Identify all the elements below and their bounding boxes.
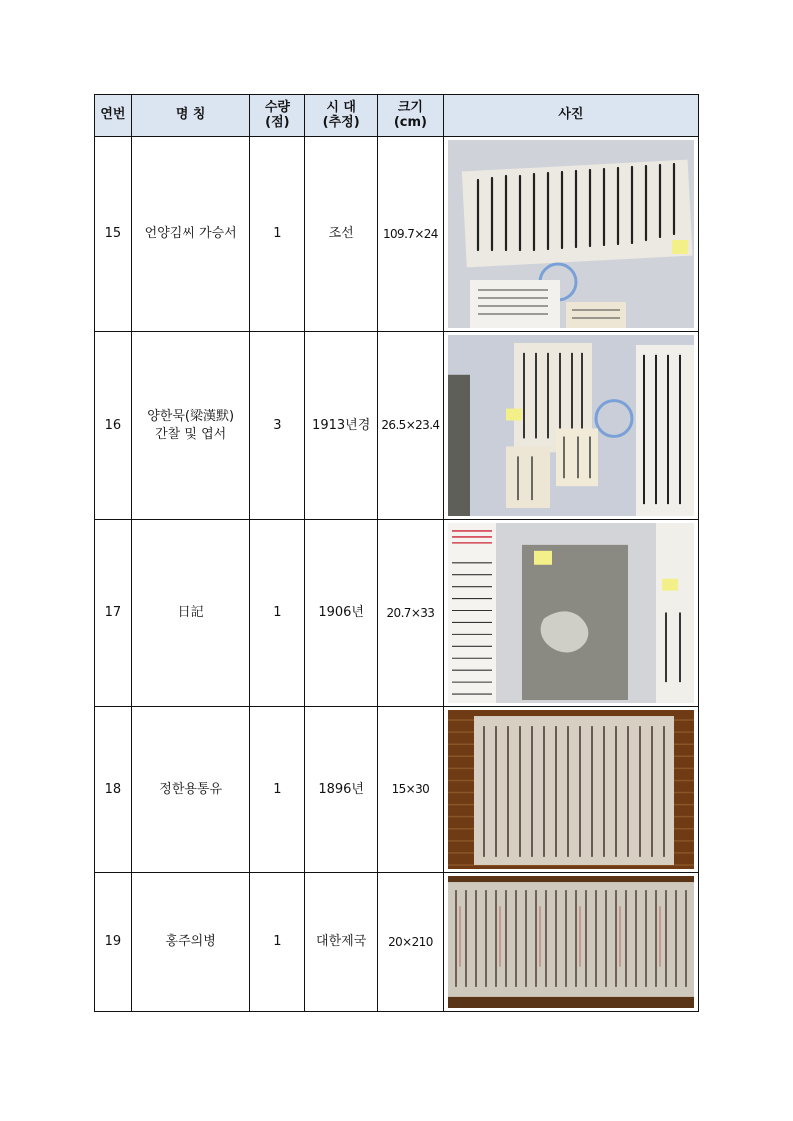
row-name: 홍주의병 bbox=[131, 873, 250, 1011]
row-era: 1913년경 bbox=[304, 332, 377, 519]
row-name: 日記 bbox=[131, 520, 250, 706]
row-size: 15×30 bbox=[377, 707, 443, 872]
row-era: 1896년 bbox=[304, 707, 377, 872]
row-era: 1906년 bbox=[304, 520, 377, 706]
row-no: 18 bbox=[104, 781, 122, 797]
proclamation-photo-icon bbox=[448, 710, 694, 869]
row-no: 17 bbox=[104, 605, 122, 621]
header-name: 명 칭 bbox=[131, 95, 250, 136]
table-row bbox=[95, 136, 698, 331]
row-qty: 1 bbox=[249, 520, 304, 706]
row-size: 20.7×33 bbox=[377, 520, 443, 706]
row-size: 26.5×23.4 bbox=[377, 332, 443, 519]
header-qty: 수량 (점) bbox=[249, 95, 304, 136]
header-photo: 사진 bbox=[443, 95, 698, 136]
row-qty: 1 bbox=[249, 707, 304, 872]
header-size: 크기 (cm) bbox=[377, 95, 443, 136]
row-name: 양한묵(梁漢默) 간찰 및 엽서 bbox=[131, 332, 250, 519]
table-row bbox=[95, 331, 698, 519]
row-no: 15 bbox=[104, 226, 122, 242]
table-header-row bbox=[95, 95, 698, 136]
row-no: 19 bbox=[104, 934, 122, 950]
table-row bbox=[95, 872, 698, 1011]
letters-photo-icon bbox=[448, 335, 694, 516]
row-qty: 3 bbox=[249, 332, 304, 519]
row-size: 20×210 bbox=[377, 873, 443, 1011]
row-size: 109.7×24 bbox=[377, 137, 443, 331]
row-name: 언양김씨 가승서 bbox=[131, 137, 250, 331]
row-era: 대한제국 bbox=[304, 873, 377, 1011]
row-era: 조선 bbox=[304, 137, 377, 331]
row-qty: 1 bbox=[249, 137, 304, 331]
scroll-photo-icon bbox=[448, 876, 694, 1008]
row-qty: 1 bbox=[249, 873, 304, 1011]
header-no: 연번 bbox=[100, 107, 126, 123]
table-row bbox=[95, 706, 698, 872]
row-no: 16 bbox=[104, 417, 122, 433]
diary-photo-icon bbox=[448, 523, 694, 703]
artifact-table bbox=[94, 94, 699, 1012]
row-name: 정한용통유 bbox=[131, 707, 250, 872]
manuscript-photo-icon bbox=[448, 140, 694, 328]
table-row bbox=[95, 519, 698, 706]
header-era: 시 대 (추정) bbox=[304, 95, 377, 136]
